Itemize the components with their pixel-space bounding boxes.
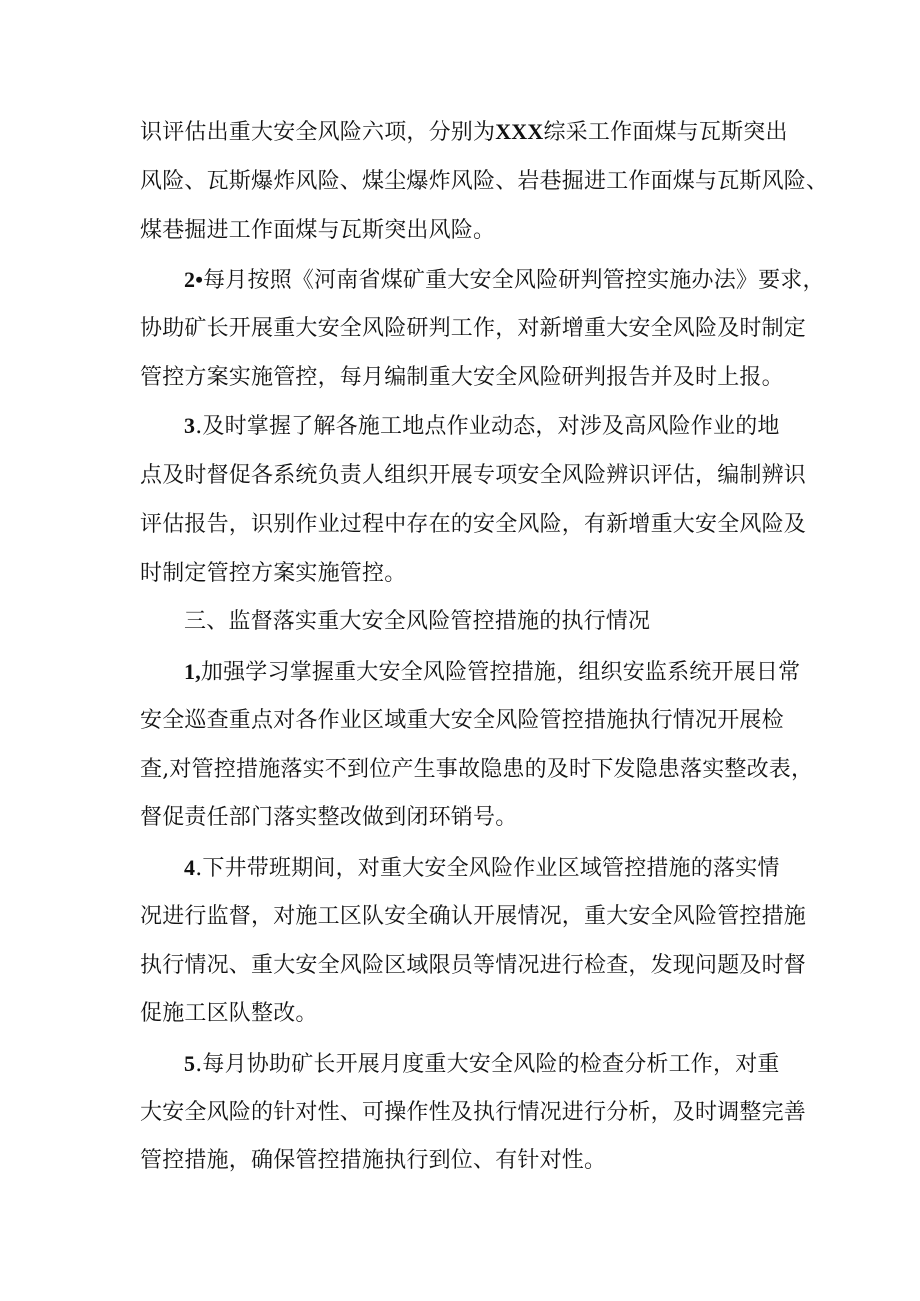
paragraph-5-line-2: 况进行监督，对施工区队安全确认开展情况，重大安全风险管控措施 [140,904,807,929]
paragraph-2-line-1 [184,260,834,300]
paragraph-3-line-2: 点及时督促各系统负责人组织开展专项安全风险辨识评估，编制辨识 [140,463,807,488]
paragraph-6-line-1 [184,1044,834,1084]
paragraph-5-line-1 [184,848,834,888]
paragraph-3-line-3: 评估报告，识别作业过程中存在的安全风险，有新增重大安全风险及 [140,512,807,537]
paragraph-5-line-3: 执行情况、重大安全风险区域限员等情况进行检查，发现问题及时督 [140,953,807,978]
paragraph-4-line-1 [184,652,834,692]
paragraph-2-line-2: 协助矿长开展重大安全风险研判工作，对新增重大安全风险及时制定 [140,316,807,341]
paragraph-6-text-1: .每月协助矿长开展月度重大安全风险的检查分析工作，对重 [195,1052,780,1077]
paragraph-5-number: 4 [184,855,196,880]
paragraph-4-line-2: 安全巡查重点对各作业区域重大安全风险管控措施执行情况开展检 [140,708,784,733]
text-line-2: 风险、瓦斯爆炸风险、煤尘爆炸风险、岩巷掘进工作面煤与瓦斯风险、 [140,169,829,194]
paragraph-3-line-4: 时制定管控方案实施管控。 [140,561,407,586]
paragraph-6-number: 5 [184,1051,196,1076]
paragraph-2-line-3: 管控方案实施管控，每月编制重大安全风险研判报告并及时上报。 [140,365,784,390]
text-line-1 [140,112,790,152]
text-line-3: 煤巷掘进工作面煤与瓦斯突出风险。 [140,218,496,243]
paragraph-4-line-4: 督促责任部门落实整改做到闭环销号。 [140,805,518,830]
section-heading-3: 三、监督落实重大安全风险管控措施的执行情况 [184,609,651,634]
paragraph-6-line-3: 管控措施，确保管控措施执行到位、有针对性。 [140,1148,607,1173]
line-1-start: 识评估出重大安全风险六项，分别为 [140,120,496,145]
paragraph-4-line-3: 查,对管控措施落实不到位产生事故隐患的及时下发隐患落实整改表， [140,757,814,782]
paragraph-6-line-2: 大安全风险的针对性、可操作性及执行情况进行分析，及时调整完善 [140,1100,807,1125]
paragraph-4-text-1: 加强学习掌握重大安全风险管控措施，组织安监系统开展日常 [200,660,801,685]
paragraph-5-text-1: .下井带班期间，对重大安全风险作业区域管控措施的落实情 [195,856,780,881]
paragraph-2-text-1: 每月按照《河南省煤矿重大安全风险研判管控实施办法》要求， [203,268,825,293]
line-1-end: 综采工作面煤与瓦斯突出 [543,120,788,145]
paragraph-3-text-1: .及时掌握了解各施工地点作业动态，对涉及高风险作业的地 [195,414,780,439]
line-1-bold-code: XXX [495,119,544,144]
paragraph-3-number: 3 [184,413,196,438]
paragraph-2-number: 2• [184,267,204,292]
paragraph-3-line-1 [184,406,834,446]
paragraph-5-line-4: 促施工区队整改。 [140,1001,318,1026]
paragraph-4-number: 1, [184,659,201,684]
